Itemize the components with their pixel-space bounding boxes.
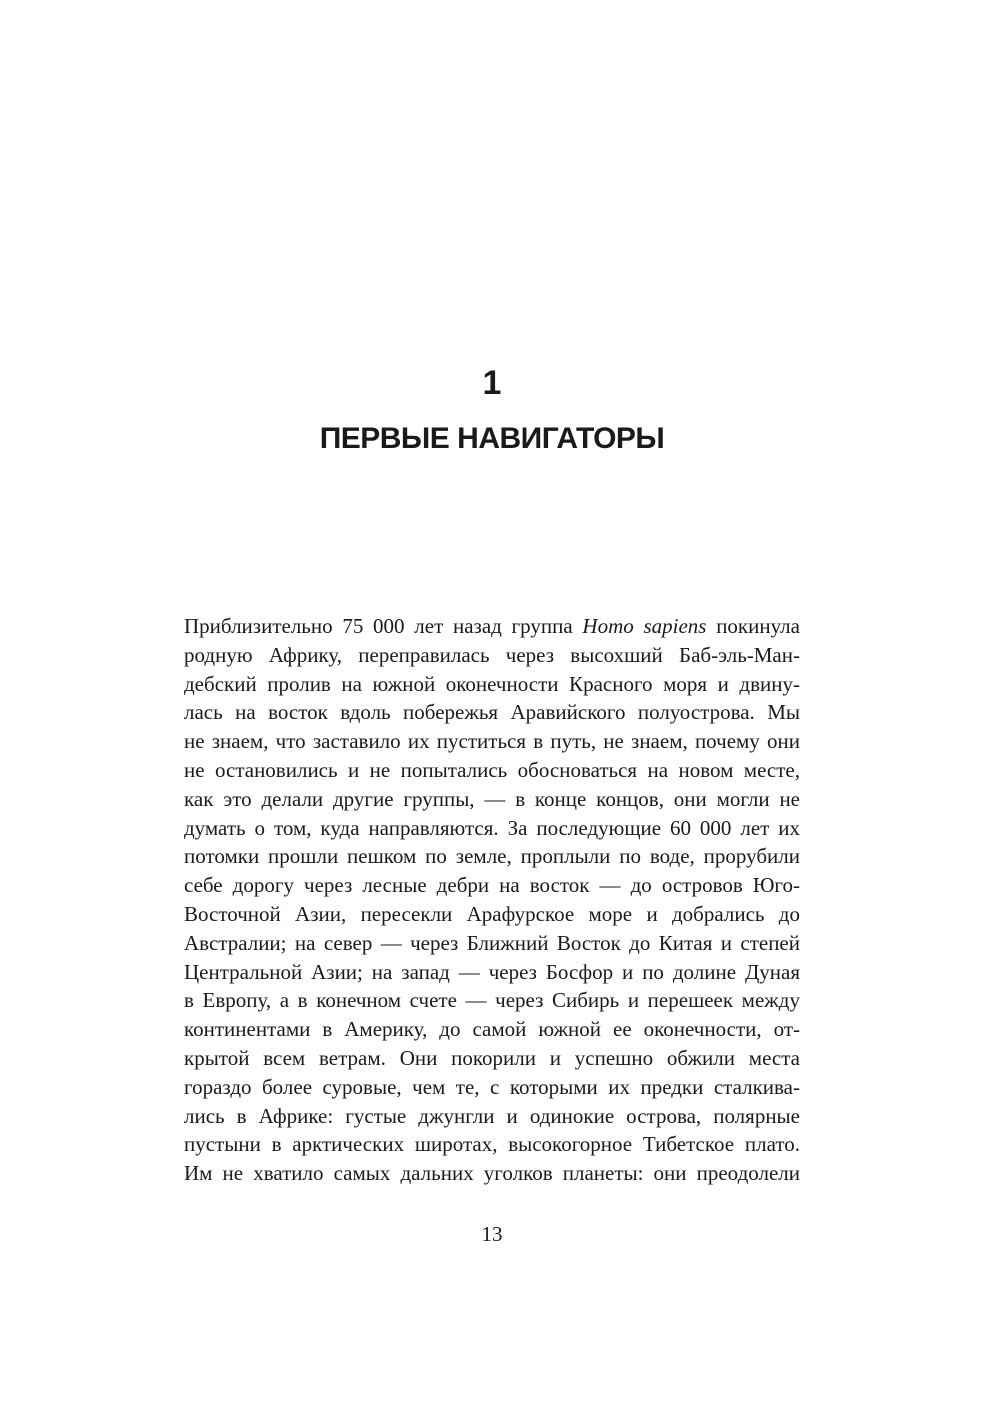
chapter-number: 1 xyxy=(482,364,502,402)
text-line: в Европу, а в конечном счете — через Сибирь и перешеек между xyxy=(184,988,800,1013)
page-number: 13 xyxy=(481,1222,503,1246)
text-line: пустыни в арктических широтах, высокогорное Тибетское плато. xyxy=(184,1132,800,1157)
text-line: себе дорогу через лесные дебри на восток — до островов Юго- xyxy=(184,873,800,898)
text-line: не остановились и не попытались обосноваться на новом месте, xyxy=(184,757,800,782)
text-line: дебский пролив на южной оконечности Красного моря и двину- xyxy=(184,671,800,696)
text-line: Центральной Азии; на запад — через Босфор и по долине Дуная xyxy=(184,959,800,984)
text-line: Австралии; на север — через Ближний Восток до Китая и степей xyxy=(184,930,800,955)
text-line: как это делали другие группы, — в конце концов, они могли не xyxy=(184,786,800,811)
text-line: лись в Африке: густые джунгли и одинокие острова, полярные xyxy=(184,1103,800,1128)
chapter-title: ПЕРВЫЕ НАВИГАТОРЫ xyxy=(319,422,665,455)
text-line: гораздо более суровые, чем те, с которыми их предки сталкива- xyxy=(184,1074,800,1099)
species-name: Homo sapiens xyxy=(582,614,707,638)
text-line: лась на восток вдоль побережья Аравийского полуострова. Мы xyxy=(184,700,800,725)
text-line: не знаем, что заставило их пуститься в путь, не знаем, почему они xyxy=(184,729,800,754)
text-line: континентами в Америку, до самой южной ее оконечности, от- xyxy=(184,1017,800,1042)
text-line: крытой всем ветрам. Они покорили и успешно обжили места xyxy=(184,1045,800,1070)
text-line: родную Африку, переправилась через высохший Баб-эль-Ман- xyxy=(184,642,800,667)
text-line: Восточной Азии, пересекли Арафурское море и добрались до xyxy=(184,901,800,926)
body-text xyxy=(184,612,800,1188)
text-line: потомки прошли пешком по земле, проплыли по воде, прорубили xyxy=(184,844,800,869)
text-line: Приблизительно 75 000 лет назад группа Homo sapiens покинула xyxy=(184,614,800,638)
text-line: думать о том, куда направляются. За последующие 60 000 лет их xyxy=(184,815,800,840)
text-line: Им не хватило самых дальних уголков планеты: они преодолели xyxy=(184,1161,800,1186)
